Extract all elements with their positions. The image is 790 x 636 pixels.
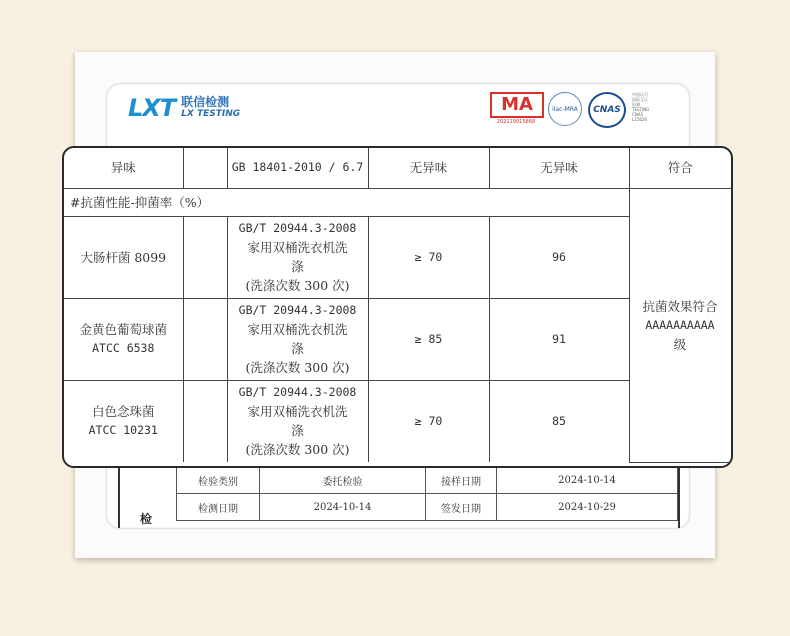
cnas-note: 中国认可 国际互认 检测 TESTING CNAS L15626 bbox=[632, 92, 650, 122]
logo-mark: LXT bbox=[128, 94, 176, 122]
side-label: 检 bbox=[140, 512, 153, 526]
requirement: ≥ 85 bbox=[368, 298, 489, 380]
info-key: 检验类别 bbox=[177, 467, 260, 494]
result: 85 bbox=[489, 380, 629, 462]
zoomed-results-card bbox=[62, 146, 733, 468]
info-value: 委托检验 bbox=[260, 467, 426, 494]
test-standard: GB 18401-2010 / 6.7 bbox=[227, 148, 368, 188]
cma-label: MA bbox=[490, 92, 544, 118]
info-row bbox=[177, 467, 678, 494]
logo-english-name: LX TESTING bbox=[181, 109, 241, 119]
section-title: #抗菌性能-抑菌率（%） bbox=[64, 188, 629, 216]
sample-info-table bbox=[176, 466, 678, 521]
cma-number: 202119015868 bbox=[496, 119, 536, 125]
blank-cell bbox=[183, 380, 227, 462]
antibacterial-results-table bbox=[64, 148, 731, 463]
logo-chinese-name: 联信检测 bbox=[181, 95, 230, 109]
section-row bbox=[64, 188, 731, 216]
info-value: 2024-10-29 bbox=[497, 494, 678, 521]
test-item: 大肠杆菌 8099 bbox=[64, 216, 183, 298]
info-key: 接样日期 bbox=[426, 467, 497, 494]
requirement: 无异味 bbox=[368, 148, 489, 188]
test-item: 白色念珠菌 ATCC 10231 bbox=[64, 380, 183, 462]
info-value: 2024-10-14 bbox=[497, 467, 678, 494]
requirement: ≥ 70 bbox=[368, 216, 489, 298]
blank-cell bbox=[183, 216, 227, 298]
test-item: 金黄色葡萄球菌 ATCC 6538 bbox=[64, 298, 183, 380]
test-standard: GB/T 20944.3-2008 家用双桶洗衣机洗 涤 (洗涤次数 300 次) bbox=[227, 298, 368, 380]
verdict: 符合 bbox=[629, 148, 731, 188]
info-key: 检测日期 bbox=[177, 494, 260, 521]
blank-cell bbox=[183, 298, 227, 380]
odor-row bbox=[64, 148, 731, 188]
result: 96 bbox=[489, 216, 629, 298]
lx-testing-logo bbox=[128, 95, 240, 121]
result: 无异味 bbox=[489, 148, 629, 188]
certification-marks bbox=[490, 92, 654, 128]
result: 91 bbox=[489, 298, 629, 380]
requirement: ≥ 70 bbox=[368, 380, 489, 462]
test-standard: GB/T 20944.3-2008 家用双桶洗衣机洗 涤 (洗涤次数 300 次) bbox=[227, 380, 368, 462]
cma-mark bbox=[490, 92, 542, 126]
ilac-mra-mark: ilac-MRA bbox=[548, 92, 582, 126]
test-item: 异味 bbox=[64, 148, 183, 188]
info-row bbox=[177, 494, 678, 521]
blank-cell bbox=[183, 148, 227, 188]
merged-verdict: 抗菌效果符合 AAAAAAAAAA 级 bbox=[629, 188, 731, 462]
cnas-mark: CNAS bbox=[588, 92, 626, 128]
info-value: 2024-10-14 bbox=[260, 494, 426, 521]
test-standard: GB/T 20944.3-2008 家用双桶洗衣机洗 涤 (洗涤次数 300 次) bbox=[227, 216, 368, 298]
info-key: 签发日期 bbox=[426, 494, 497, 521]
